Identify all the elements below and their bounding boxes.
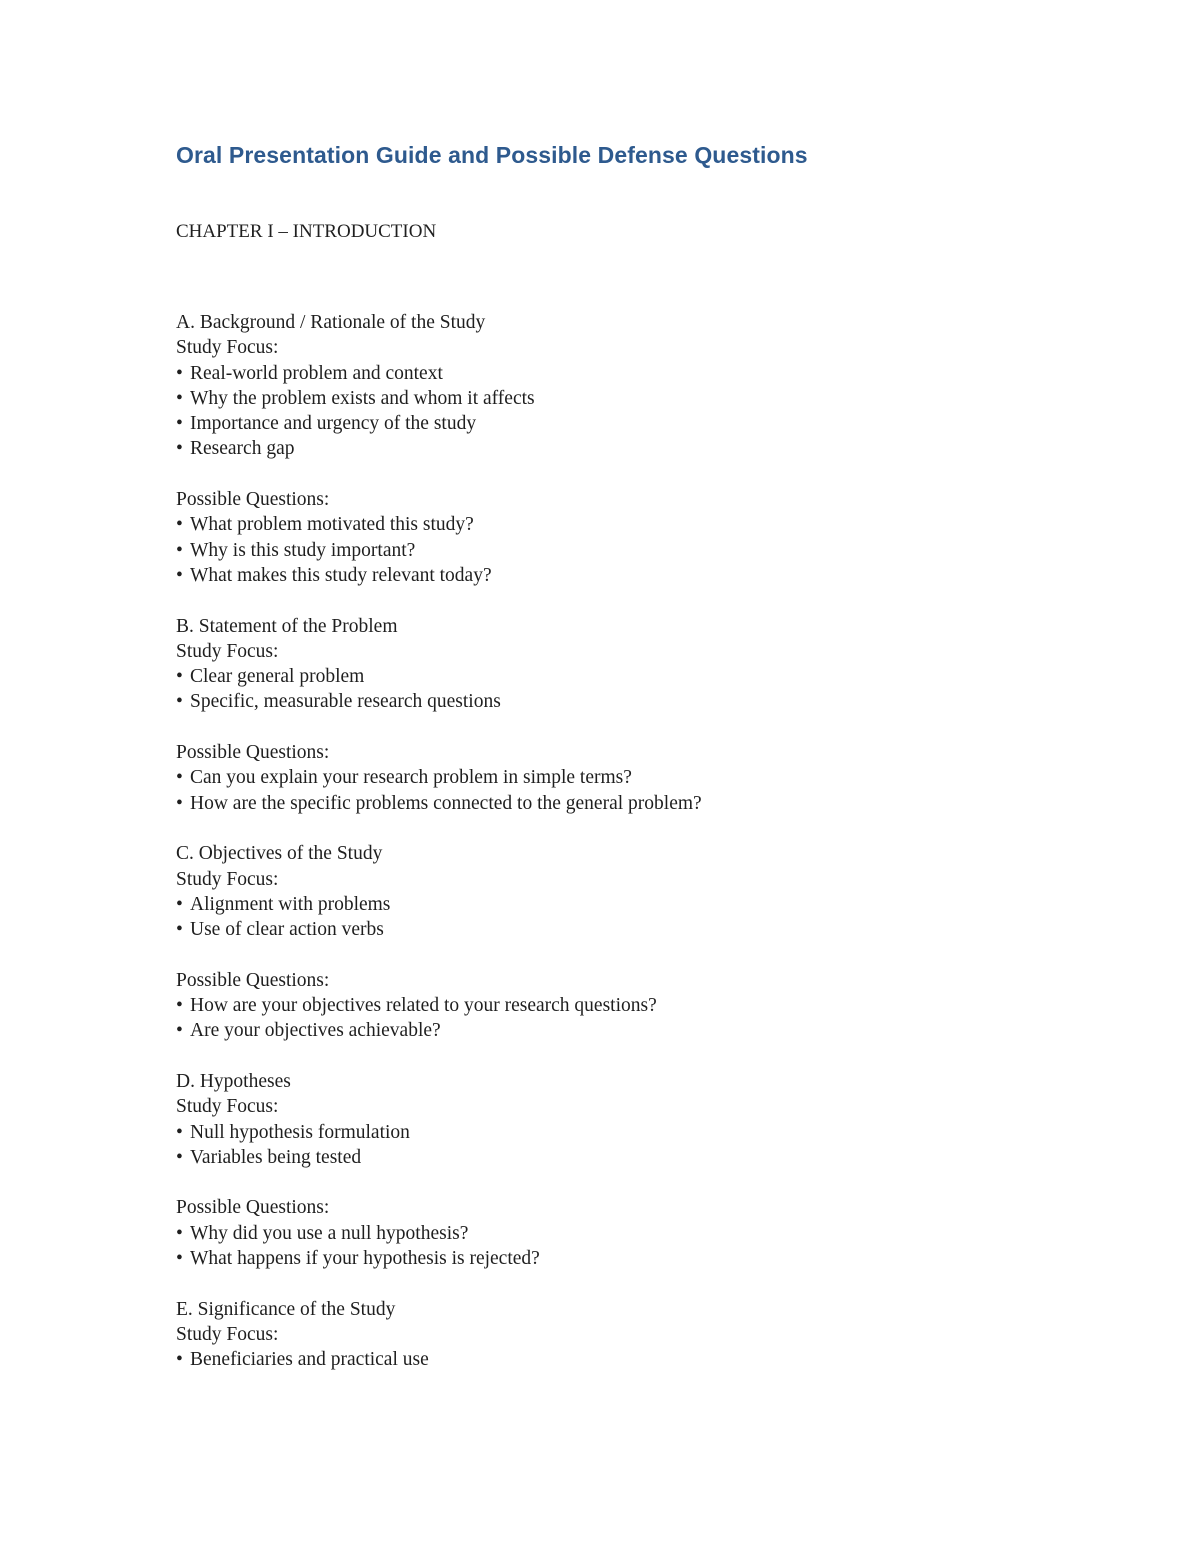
focus-item-text: Importance and urgency of the study	[190, 413, 477, 435]
focus-item-text: Null hypothesis formulation	[190, 1121, 410, 1143]
question-item	[176, 512, 1076, 537]
focus-item-text: Variables being tested	[190, 1146, 362, 1168]
study-focus-label: Study Focus:	[176, 1096, 279, 1118]
focus-item-text: Real-world problem and context	[190, 362, 443, 384]
bullet-glyph: •	[176, 539, 183, 561]
focus-item-text: Alignment with problems	[190, 893, 391, 915]
focus-item-text: Specific, measurable research questions	[190, 691, 501, 713]
section-heading: B. Statement of the Problem	[176, 615, 398, 637]
focus-item-text: Clear general problem	[190, 666, 365, 688]
bullet-glyph: •	[176, 1247, 183, 1269]
bullet-glyph: •	[176, 792, 183, 814]
focus-item	[176, 411, 1076, 436]
question-item-text: Why did you use a null hypothesis?	[190, 1222, 469, 1244]
bullet-glyph: •	[176, 919, 183, 941]
section-heading: E. Significance of the Study	[176, 1298, 396, 1320]
sections-container	[176, 310, 1076, 1398]
question-item-text: How are your objectives related to your research questions?	[190, 995, 657, 1017]
focus-item-text: Beneficiaries and practical use	[190, 1349, 429, 1371]
section-heading: C. Objectives of the Study	[176, 843, 383, 865]
bullet-glyph: •	[176, 564, 183, 586]
focus-item	[176, 1120, 1076, 1145]
possible-questions-label: Possible Questions:	[176, 1197, 330, 1219]
bullet-glyph: •	[176, 1146, 183, 1168]
bullet-glyph: •	[176, 413, 183, 435]
possible-questions-label: Possible Questions:	[176, 969, 330, 991]
question-item	[176, 1246, 1076, 1271]
bullet-glyph: •	[176, 1020, 183, 1042]
section-focus-block	[176, 614, 1076, 715]
question-item	[176, 765, 1076, 790]
study-focus-label: Study Focus:	[176, 337, 279, 359]
section-heading: D. Hypotheses	[176, 1070, 291, 1092]
possible-questions-label: Possible Questions:	[176, 489, 330, 511]
focus-item	[176, 892, 1076, 917]
section-questions-block	[176, 487, 1076, 588]
bullet-glyph: •	[176, 1121, 183, 1143]
question-item-text: Why is this study important?	[190, 539, 416, 561]
bullet-glyph: •	[176, 666, 183, 688]
document-title: Oral Presentation Guide and Possible Defense Questions	[176, 142, 808, 168]
bullet-glyph: •	[176, 438, 183, 460]
study-focus-label: Study Focus:	[176, 1323, 279, 1345]
question-item	[176, 538, 1076, 563]
study-focus-label: Study Focus:	[176, 868, 279, 890]
bullet-glyph: •	[176, 362, 183, 384]
focus-item	[176, 361, 1076, 386]
section-focus-block	[176, 1069, 1076, 1170]
section-focus-block	[176, 310, 1076, 462]
bullet-glyph: •	[176, 1349, 183, 1371]
bullet-glyph: •	[176, 767, 183, 789]
bullet-glyph: •	[176, 995, 183, 1017]
question-item	[176, 563, 1076, 588]
section-questions-block	[176, 968, 1076, 1044]
section-focus-block	[176, 841, 1076, 942]
question-item-text: Can you explain your research problem in simple terms?	[190, 767, 632, 789]
bullet-glyph: •	[176, 893, 183, 915]
question-item-text: What makes this study relevant today?	[190, 564, 492, 586]
focus-item	[176, 689, 1076, 714]
focus-item-text: Use of clear action verbs	[190, 919, 384, 941]
section-questions-block	[176, 740, 1076, 816]
bullet-glyph: •	[176, 514, 183, 536]
section-focus-block	[176, 1297, 1076, 1373]
question-item	[176, 1221, 1076, 1246]
focus-item-text: Why the problem exists and whom it affects	[190, 387, 535, 409]
question-item-text: Are your objectives achievable?	[190, 1020, 441, 1042]
bullet-glyph: •	[176, 387, 183, 409]
possible-questions-label: Possible Questions:	[176, 742, 330, 764]
question-item-text: What problem motivated this study?	[190, 514, 474, 536]
focus-item	[176, 1145, 1076, 1170]
focus-item	[176, 1347, 1076, 1372]
focus-item	[176, 664, 1076, 689]
question-item	[176, 791, 1076, 816]
question-item-text: How are the specific problems connected to the general problem?	[190, 792, 702, 814]
question-item	[176, 1018, 1076, 1043]
study-focus-label: Study Focus:	[176, 640, 279, 662]
focus-item	[176, 386, 1076, 411]
focus-item	[176, 917, 1076, 942]
question-item	[176, 993, 1076, 1018]
chapter-heading: CHAPTER I – INTRODUCTION	[176, 221, 437, 242]
focus-item-text: Research gap	[190, 438, 295, 460]
bullet-glyph: •	[176, 691, 183, 713]
bullet-glyph: •	[176, 1222, 183, 1244]
question-item-text: What happens if your hypothesis is rejected?	[190, 1247, 540, 1269]
focus-item	[176, 436, 1076, 461]
section-questions-block	[176, 1195, 1076, 1271]
section-heading: A. Background / Rationale of the Study	[176, 312, 486, 333]
